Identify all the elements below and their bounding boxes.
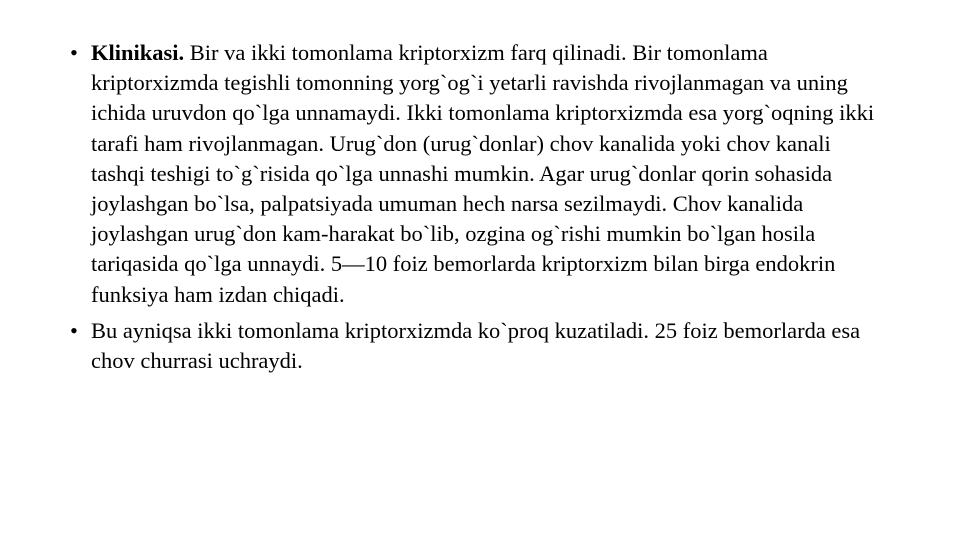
bullet-text: Bir va ikki tomonlama kriptorxizm farq qilinadi. Bir tomonlama kriptorxizmda tegishli tomonning yorg`og`i yetarli ravishda rivojlanmagan va uning ichida uruvdon qo`lga unnamaydi. Ikki tomonlama kriptorxizmda esa yorg`oqning ikki tarafi ham rivojlanmagan. Urug`don (urug`donlar) chov kanalida yoki chov kanali tashqi teshigi to`g`risida qo`lga unnashi mumkin. Agar urug`donlar qorin sohasida joylashgan bo`lsa, palpatsiyada umuman hech narsa sezilmaydi. Chov kanalida joylashgan urug`don kam-harakat bo`lib, ozgina og`rishi mumkin bo`lgan hosila tariqasida qo`lga unnaydi. 5—10 foiz bemorlarda kriptorxizm bilan birga endokrin funksiya ham izdan chiqadi. xyxy=(91,40,875,307)
bullet-text: Bu ayniqsa ikki tomonlama kriptorxizmda ko`proq kuzatiladi. 25 foiz bemorlarda esa chov churrasi uchraydi. xyxy=(91,317,861,374)
bullet-lead-term: Klinikasi. xyxy=(91,40,185,65)
bullet-item-bilateral xyxy=(70,316,880,376)
bullet-marker: • xyxy=(70,40,78,65)
bullet-item-clinical xyxy=(70,38,880,310)
bullet-list xyxy=(70,38,880,382)
bullet-marker: • xyxy=(70,317,78,343)
